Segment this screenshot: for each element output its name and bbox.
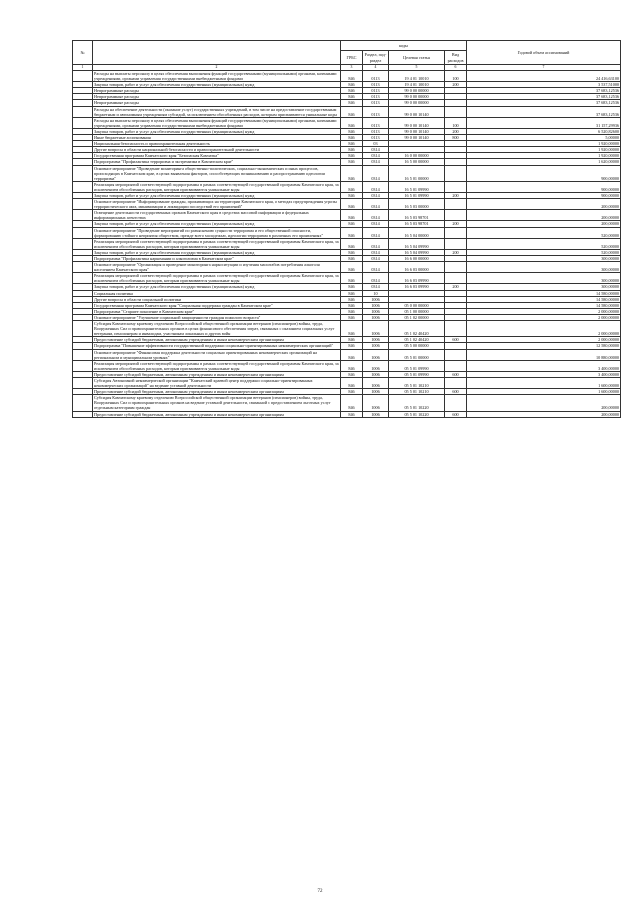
cell-grbs: 846 [341, 100, 363, 106]
table-row [73, 106, 621, 117]
cell-name: Предоставление субсидий бюджетным, автономным учреждениям и иным некоммерческим организациям [93, 389, 341, 395]
cell-razdel: 0314 [363, 273, 389, 284]
cell-celevaya: 05 5 01 10210 [389, 377, 445, 388]
cell-name: Другие вопросы в области национальной безопасности и правоохранительной деятельности [93, 147, 341, 153]
table-row [73, 165, 621, 181]
cell-celevaya: 19 4 01 10010 [389, 82, 445, 88]
table-row [73, 210, 621, 221]
cell-celevaya: 05 1 02 00000 [389, 314, 445, 320]
cell-amount: 200,00000 [467, 395, 621, 411]
cell-vid: 200 [445, 128, 467, 134]
cell-celevaya: 16 5 01 00000 [389, 165, 445, 181]
header-razdel: Раздел, под-раздел [363, 51, 389, 65]
cell-num [73, 349, 93, 360]
cell-amount: 1 600,00000 [467, 377, 621, 388]
cell-celevaya: 05 5 01 00000 [389, 349, 445, 360]
cell-razdel: 1006 [363, 296, 389, 302]
cell-grbs: 846 [341, 349, 363, 360]
cell-vid: 200 [445, 192, 467, 198]
cell-amount: 200,00000 [467, 210, 621, 221]
cell-celevaya: 05 1 02 40420 [389, 321, 445, 337]
cell-vid: 800 [445, 135, 467, 141]
cell-razdel: 0113 [363, 135, 389, 141]
cell-grbs: 846 [341, 343, 363, 349]
cell-razdel: 1006 [363, 360, 389, 371]
cell-celevaya: 05 5 01 09990 [389, 371, 445, 377]
cell-amount: 300,00000 [467, 284, 621, 290]
cell-name: Расходы на обеспечение деятельности (оказание услуг) государственных учреждений, в том числе на предоставление государственным бюджетным и автономным учреждениям субсидий, за исключением обособленных расходов, которым присваиваются уникальные коды [93, 106, 341, 117]
table-row [73, 238, 621, 249]
cell-razdel: 0113 [363, 106, 389, 117]
cell-amount: 12 580,00000 [467, 343, 621, 349]
cell-vid: 200 [445, 249, 467, 255]
cell-amount: 520,00000 [467, 227, 621, 238]
cell-vid: 600 [445, 411, 467, 417]
cell-amount: 37 683,12536 [467, 88, 621, 94]
table-row [73, 395, 621, 411]
header-codes-group: коды [341, 41, 467, 51]
cell-name: Реализация мероприятий соответствующей подпрограммы в рамках соответствующей государственной программы Камчатского края, за исключением обособленных расходов, которым присваиваются уникальные коды [94, 360, 339, 371]
cell-amount: 3 400,00000 [467, 360, 621, 371]
cell-celevaya: 99 0 00 00000 [389, 100, 445, 106]
cell-grbs: 846 [341, 192, 363, 198]
cell-num [73, 106, 93, 117]
cell-grbs: 846 [341, 153, 363, 159]
cell-grbs: 846 [341, 360, 363, 371]
cell-vid [445, 349, 467, 360]
cell-grbs: 846 [341, 94, 363, 100]
cell-razdel: 0113 [363, 82, 389, 88]
cell-grbs: 846 [341, 302, 363, 308]
cell-razdel: 0314 [363, 192, 389, 198]
cell-amount: 300,00000 [467, 273, 621, 284]
cell-razdel: 0314 [363, 181, 389, 192]
table-row [73, 360, 621, 371]
cell-razdel: 0314 [363, 227, 389, 238]
cell-razdel: 1006 [363, 314, 389, 320]
cell-celevaya: 16 6 03 00000 [389, 262, 445, 273]
cell-celevaya: 16 5 01 09990 [389, 181, 445, 192]
cell-grbs: 846 [341, 221, 363, 227]
cell-num [73, 199, 93, 210]
cell-grbs: 846 [341, 82, 363, 88]
cell-amount: 1 600,00000 [467, 389, 621, 395]
cell-vid [445, 273, 467, 284]
cell-amount: 520,00000 [467, 249, 621, 255]
cell-razdel: 1006 [363, 389, 389, 395]
cell-amount: 37 683,12536 [467, 100, 621, 106]
cell-vid [445, 210, 467, 221]
cell-vid: 100 [445, 117, 467, 128]
budget-table [72, 40, 621, 418]
cell-amount: 37 683,12536 [467, 106, 621, 117]
cell-razdel: 1006 [363, 308, 389, 314]
cell-celevaya: 16 5 03 98701 [389, 210, 445, 221]
cell-razdel: 03 [363, 141, 389, 147]
cell-grbs: 846 [341, 256, 363, 262]
cell-name: Закупка товаров, работ и услуг для обеспечения государственных (муниципальных) нужд [93, 249, 341, 255]
cell-amount: 520,00000 [467, 238, 621, 249]
cell-celevaya: 05 5 01 10210 [389, 389, 445, 395]
cell-name: Закупка товаров, работ и услуг для обеспечения государственных (муниципальных) нужд [93, 82, 341, 88]
cell-amount: 900,00000 [467, 165, 621, 181]
cell-celevaya: 05 5 01 10220 [389, 411, 445, 417]
cell-celevaya: 05 0 00 00000 [389, 302, 445, 308]
cell-num [73, 227, 93, 238]
cell-celevaya: 05 5 01 10220 [389, 395, 445, 411]
cell-num [73, 210, 93, 221]
cell-name: Непрограммные расходы [93, 88, 341, 94]
table-row [73, 227, 621, 238]
cell-vid [445, 321, 467, 337]
cell-name: Основное мероприятие "Финансовая поддержка деятельности социально ориентированных некоммерческих организаций на региональном и муниципальном уровнях" [93, 349, 341, 360]
cell-name: Субсидия Камчатскому краевому отделению Всероссийской общественной организации ветеранов (пенсионеров) войны, труда, Вооруженных Сил и правоохранительных органов в целях финансового обеспечения затрат, связанных с оказанием социальных услуг ветеранам, пенсионерам и инвалидам, участникам локальных и других войн [93, 321, 341, 337]
column-number: 6 [445, 65, 467, 71]
cell-razdel: 0314 [363, 147, 389, 153]
cell-name: Закупка товаров, работ и услуг для обеспечения государственных (муниципальных) нужд [93, 128, 341, 134]
header-celevaya: Целевая статья [389, 51, 445, 65]
cell-name: Закупка товаров, работ и услуг для обеспечения государственных (муниципальных) нужд [93, 221, 341, 227]
cell-grbs: 846 [341, 273, 363, 284]
cell-num [73, 71, 93, 82]
cell-grbs: 846 [341, 135, 363, 141]
cell-name: Государственная программа Камчатского края "Безопасная Камчатка" [93, 153, 341, 159]
cell-name: Непрограммные расходы [93, 94, 341, 100]
cell-razdel: 1006 [363, 395, 389, 411]
cell-grbs: 846 [341, 141, 363, 147]
cell-razdel: 0314 [363, 153, 389, 159]
cell-amount: 24 416,63100 [467, 71, 621, 82]
cell-amount: 2 000,00000 [467, 314, 621, 320]
column-number: 5 [389, 65, 445, 71]
cell-vid [445, 106, 467, 117]
cell-grbs: 846 [341, 147, 363, 153]
cell-vid: 100 [445, 71, 467, 82]
cell-num [73, 360, 93, 371]
column-number: 1 [73, 65, 93, 71]
cell-name: Предоставление субсидий бюджетным, автономным учреждениям и иным некоммерческим организациям [93, 411, 341, 417]
cell-grbs: 846 [341, 159, 363, 165]
cell-celevaya: 16 5 00 00000 [389, 159, 445, 165]
cell-grbs: 846 [341, 411, 363, 417]
cell-grbs: 846 [341, 308, 363, 314]
cell-name: Субсидия Автономной некоммерческой организации "Камчатский краевой центр поддержки социально-ориентированных некоммерческих организаций" на ведение уставной деятельности [93, 377, 341, 388]
column-number: 3 [341, 65, 363, 71]
cell-grbs: 846 [341, 284, 363, 290]
cell-razdel: 0314 [363, 221, 389, 227]
cell-num [73, 377, 93, 388]
cell-grbs: 846 [341, 199, 363, 210]
header-grbs: ГРБС [341, 51, 363, 65]
cell-vid [445, 360, 467, 371]
cell-num [73, 411, 93, 417]
cell-name: Реализация мероприятий соответствующей подпрограммы в рамках соответствующей государственной программы Камчатского края, за исключением обособленных расходов, которым присваиваются уникальные коды [94, 238, 339, 249]
cell-vid [445, 395, 467, 411]
cell-num [73, 238, 93, 249]
cell-amount: 5,00000 [467, 135, 621, 141]
cell-amount: 900,00000 [467, 181, 621, 192]
cell-amount: 300,00000 [467, 262, 621, 273]
cell-celevaya: 16 6 03 09990 [389, 284, 445, 290]
cell-vid [445, 199, 467, 210]
cell-razdel: 1006 [363, 321, 389, 337]
cell-grbs: 846 [341, 249, 363, 255]
cell-grbs: 846 [341, 377, 363, 388]
cell-num [73, 395, 93, 411]
cell-num [73, 273, 93, 284]
header-amount: Годовой объем ассигнований [467, 41, 621, 65]
cell-celevaya: 16 6 00 00000 [389, 256, 445, 262]
cell-grbs: 846 [341, 395, 363, 411]
table-row [73, 349, 621, 360]
cell-razdel: 0314 [363, 199, 389, 210]
cell-num [73, 181, 93, 192]
cell-grbs: 846 [341, 106, 363, 117]
cell-amount: 14 580,00000 [467, 290, 621, 296]
cell-grbs: 846 [341, 238, 363, 249]
cell-amount: 200,00000 [467, 221, 621, 227]
cell-celevaya: 16 5 03 00000 [389, 199, 445, 210]
cell-celevaya: 99 0 00 10140 [389, 117, 445, 128]
cell-name: Подпрограмма "Профилактика терроризма и экстремизма в Камчатском крае" [93, 159, 341, 165]
cell-celevaya: 05 5 00 00000 [389, 343, 445, 349]
cell-grbs: 846 [341, 337, 363, 343]
cell-celevaya: 16 5 04 09990 [389, 238, 445, 249]
cell-name: Закупка товаров, работ и услуг для обеспечения государственных (муниципальных) нужд [93, 284, 341, 290]
cell-celevaya: 16 0 00 00000 [389, 153, 445, 159]
cell-name: Подпрограмма "Профилактика наркомании и алкоголизма в Камчатском крае" [93, 256, 341, 262]
cell-amount: 1 920,00000 [467, 147, 621, 153]
cell-razdel: 0314 [363, 210, 389, 221]
table-row [73, 199, 621, 210]
cell-razdel: 1006 [363, 337, 389, 343]
cell-amount: 3 400,00000 [467, 371, 621, 377]
table-row [73, 181, 621, 192]
cell-celevaya: 99 0 00 10140 [389, 135, 445, 141]
cell-grbs: 846 [341, 165, 363, 181]
cell-vid [445, 238, 467, 249]
cell-grbs: 846 [341, 117, 363, 128]
cell-celevaya: 16 6 03 09990 [389, 273, 445, 284]
budget-table-sheet [72, 40, 620, 418]
cell-name: Реализация мероприятий соответствующей подпрограммы в рамках соответствующей государственной программы Камчатского края, за исключением обособленных расходов, которым присваиваются уникальные коды [94, 181, 339, 192]
cell-celevaya: 99 0 00 10140 [389, 106, 445, 117]
cell-name: Предоставление субсидий бюджетным, автономным учреждениям и иным некоммерческим организациям [93, 337, 341, 343]
cell-vid: 200 [445, 82, 467, 88]
cell-num [73, 262, 93, 273]
cell-razdel: 10 [363, 290, 389, 296]
table-row [73, 321, 621, 337]
cell-name: Освещение деятельности государственных органов Камчатского края в средствах массовой информации и федеральных информационных агентствах [93, 210, 341, 221]
cell-grbs: 846 [341, 227, 363, 238]
cell-name: Предоставление субсидий бюджетным, автономным учреждениям и иным некоммерческим организациям [93, 371, 341, 377]
cell-vid: 600 [445, 371, 467, 377]
cell-num [73, 321, 93, 337]
cell-vid [445, 165, 467, 181]
table-row [73, 273, 621, 284]
page-number: 72 [317, 889, 323, 894]
table-body [73, 71, 621, 418]
cell-celevaya: 99 0 00 00000 [389, 94, 445, 100]
cell-name: Подпрограмма "Старшее поколение в Камчатском крае" [93, 308, 341, 314]
cell-amount: 10 880,00000 [467, 349, 621, 360]
cell-vid [445, 181, 467, 192]
cell-grbs: 846 [341, 290, 363, 296]
cell-grbs: 846 [341, 181, 363, 192]
cell-amount: 300,00000 [467, 256, 621, 262]
cell-num [73, 165, 93, 181]
cell-amount: 1 620,00000 [467, 159, 621, 165]
cell-razdel: 0314 [363, 238, 389, 249]
cell-amount: 200,00000 [467, 199, 621, 210]
cell-amount: 1 920,00000 [467, 153, 621, 159]
cell-name: Субсидия Камчатскому краевому отделению Всероссийской общественной организации ветеранов (пенсионеров) войны, труда, Вооруженных Сил и правоохранительных органов на ведение уставной деятельности, связанной с предоставлением льготных услуг отдельным категориям граждан [93, 395, 341, 411]
column-number: 7 [467, 65, 621, 71]
table-row [73, 377, 621, 388]
cell-name: Основное мероприятие "Проведение мероприятий по разъяснению сущности терроризма и его общественной опасности, формированию стойкого неприятия обществом, прежде всего молодежью, идеологии терроризма в различных его проявлениях" [93, 227, 341, 238]
cell-celevaya: 16 5 03 98701 [389, 221, 445, 227]
cell-celevaya: 05 5 01 09990 [389, 360, 445, 371]
cell-grbs: 846 [341, 321, 363, 337]
cell-amount: 1 920,00000 [467, 141, 621, 147]
cell-razdel: 1006 [363, 343, 389, 349]
cell-vid: 200 [445, 284, 467, 290]
cell-razdel: 0314 [363, 262, 389, 273]
cell-celevaya: 05 1 02 40420 [389, 337, 445, 343]
cell-amount: 900,00000 [467, 192, 621, 198]
cell-amount: 2 000,00000 [467, 321, 621, 337]
cell-name: Иные бюджетные ассигнования [93, 135, 341, 141]
cell-razdel: 0113 [363, 94, 389, 100]
cell-grbs: 846 [341, 296, 363, 302]
cell-name: Непрограммные расходы [93, 100, 341, 106]
cell-amount: 6 520,82600 [467, 128, 621, 134]
cell-name: Основное мероприятие "Организация и проведение мониторинга наркоситуации и изучения масштабов потребления алкоголя населением Камчатского края" [93, 262, 341, 273]
cell-amount: 2 000,00000 [467, 337, 621, 343]
table-row [73, 262, 621, 273]
cell-grbs: 846 [341, 389, 363, 395]
cell-amount: 200,00000 [467, 411, 621, 417]
cell-amount: 2 000,00000 [467, 308, 621, 314]
cell-amount: 31 157,29936 [467, 117, 621, 128]
cell-razdel: 0314 [363, 159, 389, 165]
cell-razdel: 0113 [363, 117, 389, 128]
cell-num [73, 117, 93, 128]
cell-vid: 600 [445, 337, 467, 343]
cell-celevaya: 19 4 01 10010 [389, 71, 445, 82]
cell-razdel: 1006 [363, 411, 389, 417]
cell-vid: 600 [445, 389, 467, 395]
header-num: № [73, 41, 93, 65]
cell-grbs: 846 [341, 371, 363, 377]
cell-name: Государственная программа Камчатского края "Социальная поддержка граждан в Камчатском крае" [93, 302, 341, 308]
cell-grbs: 846 [341, 88, 363, 94]
table-row [73, 117, 621, 128]
cell-name: Социальная политика [93, 290, 341, 296]
cell-razdel: 1006 [363, 377, 389, 388]
cell-celevaya: 16 5 04 00000 [389, 227, 445, 238]
cell-celevaya: 99 0 00 10140 [389, 128, 445, 134]
column-number: 2 [93, 65, 341, 71]
column-number: 4 [363, 65, 389, 71]
cell-amount: 37 683,12536 [467, 94, 621, 100]
cell-vid: 200 [445, 221, 467, 227]
cell-name: Основное мероприятие "Улучшение социальной защищенности граждан пожилого возраста" [93, 314, 341, 320]
cell-razdel: 0314 [363, 165, 389, 181]
header-vid: Вид расходов [445, 51, 467, 65]
cell-name: Подпрограмма "Повышение эффективности государственной поддержки социально-ориентированных некоммерческих организаций" [93, 343, 341, 349]
cell-grbs: 846 [341, 128, 363, 134]
cell-name: Реализация мероприятий соответствующей подпрограммы в рамках соответствующей государственной программы Камчатского края, за исключением обособленных расходов, которым присваиваются уникальные коды [94, 273, 339, 284]
cell-name: Национальная безопасность и правоохранительная деятельность [93, 141, 341, 147]
table-row [73, 411, 621, 417]
cell-vid [445, 227, 467, 238]
cell-razdel: 0113 [363, 128, 389, 134]
cell-razdel: 0314 [363, 249, 389, 255]
cell-celevaya: 16 5 01 09990 [389, 192, 445, 198]
cell-name: Основное мероприятие "Информирование граждан, проживающих на территории Камчатского края, о методах предупреждения угрозы террористического акта, минимизации и ликвидации последствий его проявлений" [93, 199, 341, 210]
cell-vid [445, 377, 467, 388]
cell-name: Основное мероприятие "Проведение мониторинга общественно-политических, социально-экономических и иных процессов, происходящих в Камчатском крае, в целях выявления факторов, способствующих возникновению и распространению идеологии терроризма" [93, 165, 341, 181]
cell-grbs: 846 [341, 71, 363, 82]
cell-razdel: 0113 [363, 71, 389, 82]
cell-razdel: 1006 [363, 302, 389, 308]
table-row [73, 71, 621, 82]
cell-name: Расходы на выплаты персоналу в целях обеспечения выполнения функций государственными (муниципальными) органами, казенными учреждениями, органами управления государственными внебюджетными фондами [93, 71, 341, 82]
cell-name: Закупка товаров, работ и услуг для обеспечения государственных (муниципальных) нужд [93, 192, 341, 198]
cell-celevaya: 99 0 00 00000 [389, 88, 445, 94]
cell-grbs: 846 [341, 210, 363, 221]
cell-amount: 14 580,00000 [467, 296, 621, 302]
cell-razdel: 1006 [363, 371, 389, 377]
cell-razdel: 0113 [363, 100, 389, 106]
cell-celevaya: 16 5 04 09990 [389, 249, 445, 255]
cell-razdel: 0113 [363, 88, 389, 94]
cell-grbs: 846 [341, 314, 363, 320]
cell-name: Другие вопросы в области социальной политики [93, 296, 341, 302]
cell-vid [445, 262, 467, 273]
cell-celevaya: 05 1 00 00000 [389, 308, 445, 314]
cell-grbs: 846 [341, 262, 363, 273]
cell-amount: 14 580,00000 [467, 302, 621, 308]
cell-razdel: 1006 [363, 349, 389, 360]
cell-name: Расходы на выплаты персоналу в целях обеспечения выполнения функций государственными (муниципальными) органами, казенными учреждениями, органами управления государственными внебюджетными фондами [93, 117, 341, 128]
cell-amount: 3 537,51000 [467, 82, 621, 88]
header-name [93, 41, 341, 65]
cell-razdel: 0314 [363, 256, 389, 262]
cell-razdel: 0314 [363, 284, 389, 290]
